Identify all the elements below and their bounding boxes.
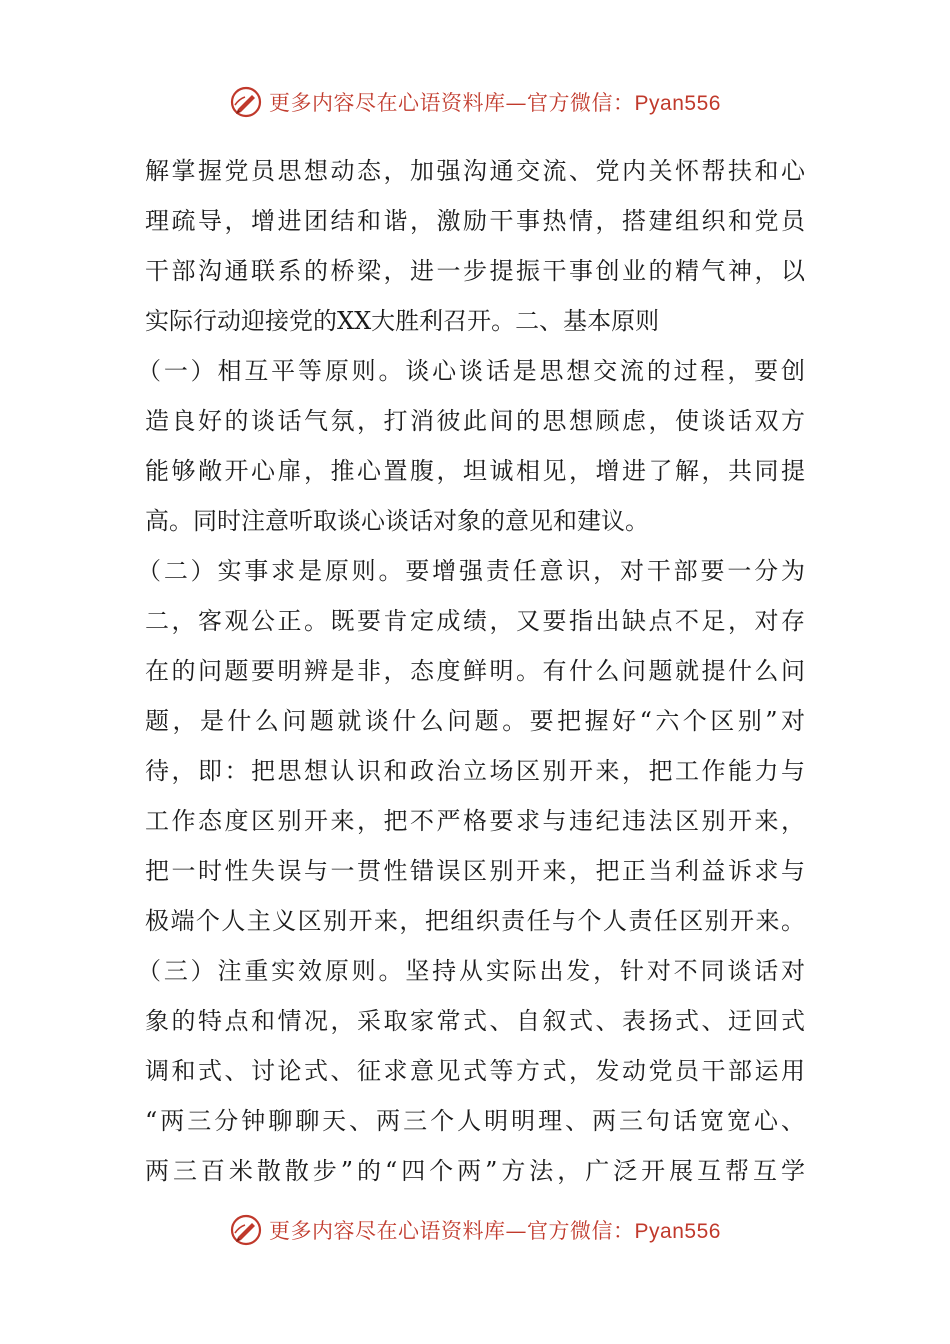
header-banner xyxy=(0,82,950,122)
footer-banner xyxy=(0,1210,950,1250)
text-line: （二）实事求是原则。要增强责任意识，对干部要一分为 xyxy=(137,557,805,585)
text-line: 实际行动迎接党的XX大胜利召开。二、基本原则 xyxy=(145,307,660,335)
text-line: “两三分钟聊聊天、两三个人明明理、两三句话宽宽心、 xyxy=(145,1107,805,1135)
pen-logo-icon xyxy=(229,85,263,119)
text-line: 高。同时注意听取谈心谈话对象的意见和建议。 xyxy=(145,507,649,535)
wechat-id: Pyan556 xyxy=(634,92,721,115)
text-line: 理疏导，增进团结和谐，激励干事热情，搭建组织和党员 xyxy=(145,207,805,235)
text-line: 工作态度区别开来，把不严格要求与违纪违法区别开来， xyxy=(145,807,805,835)
text-line: 造良好的谈话气氛，打消彼此间的思想顾虑，使谈话双方 xyxy=(145,407,805,435)
pen-logo-icon xyxy=(229,1213,263,1247)
wechat-id: Pyan556 xyxy=(634,1220,721,1243)
text-line: 把一时性失误与一贯性错误区别开来，把正当利益诉求与 xyxy=(145,857,805,885)
banner-text: 更多内容尽在心语资料库—官方微信：Pyan556 xyxy=(269,91,721,115)
banner-text: 更多内容尽在心语资料库—官方微信：Pyan556 xyxy=(269,1219,721,1243)
text-line: 在的问题要明辨是非，态度鲜明。有什么问题就提什么问 xyxy=(145,657,805,685)
text-line: 二，客观公正。既要肯定成绩，又要指出缺点不足，对存 xyxy=(145,607,805,635)
text-line: 象的特点和情况，采取家常式、自叙式、表扬式、迂回式 xyxy=(145,1007,805,1035)
text-line: 调和式、讨论式、征求意见式等方式，发动党员干部运用 xyxy=(145,1057,805,1085)
text-line: （三）注重实效原则。坚持从实际出发，针对不同谈话对 xyxy=(137,957,805,985)
text-line: 能够敞开心扉，推心置腹，坦诚相见，增进了解，共同提 xyxy=(145,457,805,485)
text-line: 待，即：把思想认识和政治立场区别开来，把工作能力与 xyxy=(145,757,805,785)
text-line: 两三百米散散步”的“四个两”方法，广泛开展互帮互学 xyxy=(145,1157,805,1185)
text-line: 解掌握党员思想动态，加强沟通交流、党内关怀帮扶和心 xyxy=(145,157,805,185)
text-line: （一）相互平等原则。谈心谈话是思想交流的过程，要创 xyxy=(137,357,805,385)
text-line: 题，是什么问题就谈什么问题。要把握好“六个区别”对 xyxy=(145,707,805,735)
text-line: 干部沟通联系的桥梁，进一步提振干事创业的精气神，以 xyxy=(145,257,805,285)
document-body xyxy=(137,146,805,1196)
text-line: 极端个人主义区别开来，把组织责任与个人责任区别开来。 xyxy=(145,907,805,935)
